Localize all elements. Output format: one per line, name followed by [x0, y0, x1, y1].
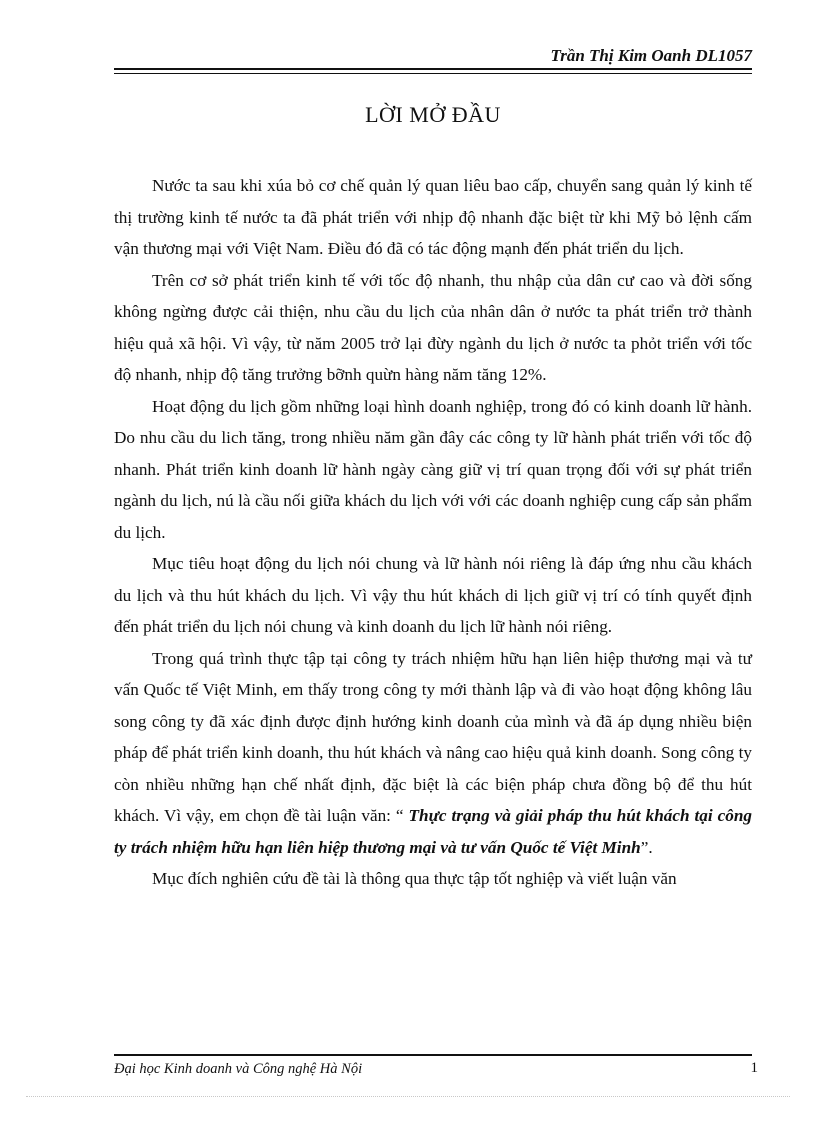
header-rule-thin: [114, 73, 752, 74]
paragraph-1: Nước ta sau khi xúa bỏ cơ chế quản lý quan liêu bao cấp, chuyển sang quản lý kinh tế thị trường kinh tế nước ta đã phát triển với nhịp độ nhanh đặc biệt từ khi Mỹ bỏ lệnh cấm vận thương mại với Việt Nam. Điều đó đã có tác động mạnh đến phát triển du lịch.: [114, 176, 752, 258]
page-edge-dotted-line: [26, 1096, 790, 1097]
footer-institution: Đại học Kinh doanh và Công nghệ Hà Nội: [114, 1061, 363, 1077]
header-rule: [114, 68, 752, 70]
paragraph-4: Mục tiêu hoạt động du lịch nói chung và lữ hành nói riêng là đáp ứng nhu cầu khách du lịch và thu hút khách du lịch. Vì vậy thu hút khách di lịch giữ vị trí có tính quyết định đến phát triển du lịch nói chung và kinh doanh du lịch lữ hành nói riêng.: [114, 554, 752, 636]
paragraph-5-text: Trong quá trình thực tập tại công ty trách nhiệm hữu hạn liên hiệp thương mại và tư vấn Quốc tế Việt Minh, em thấy trong công ty mới thành lập và đi vào hoạt động không lâu song công ty đã xác định được định hướng kinh doanh của mình và đã áp dụng nhiều biện pháp để phát triển kinh doanh, thu hút khách và nâng cao hiệu quả kinh doanh. Song công ty còn nhiều những hạn chế nhất định, đặc biệt là các biện pháp chưa đồng bộ để thu hút khách. Vì vậy, em chọn đề tài luận văn: “: [114, 648, 752, 825]
paragraph-5-closing: ”.: [640, 837, 653, 857]
body-text: [114, 170, 752, 895]
thesis-title: Thực trạng và giải pháp thu hút khách tại công ty trách nhiệm hữu hạn liên hiệp thương mại và tư vấn Quốc tế Việt Minh: [114, 806, 752, 857]
header-author: Trần Thị Kim Oanh DL1057: [550, 46, 752, 65]
paragraph-6: Mục đích nghiên cứu đề tài là thông qua thực tập tốt nghiệp và viết luận văn: [152, 869, 677, 888]
page-number: 1: [750, 1060, 758, 1076]
paragraph-2: Trên cơ sở phát triển kinh tế với tốc độ nhanh, thu nhập của dân cư cao và đời sống không ngừng được cải thiện, nhu cầu du lịch của nhân dân ở nước ta phát triển trở thành hiệu quả xã hội. Vì vậy, từ năm 2005 trở lại đừy ngành du lịch ở nước ta phỏt triển với tốc độ nhanh, nhịp độ tăng trưởng bỡnh quừn hàng năm tăng 12%.: [114, 270, 752, 384]
footer-rule: [114, 1054, 752, 1056]
paragraph-5: [114, 643, 752, 864]
paragraph-3: Hoạt động du lịch gồm những loại hình doanh nghiệp, trong đó có kinh doanh lữ hành. Do nhu cầu du lich tăng, trong nhiều năm gần đây các công ty lữ hành phát triển với tốc độ nhanh. Phát triển kinh doanh lữ hành ngày càng giữ vị trí quan trọng đối với sự phát triển ngành du lịch, nú là cầu nối giữa khách du lịch với với các doanh nghiệp cung cấp sản phẩm du lịch.: [114, 396, 752, 542]
page-title: LỜI MỞ ĐẦU: [365, 102, 501, 127]
